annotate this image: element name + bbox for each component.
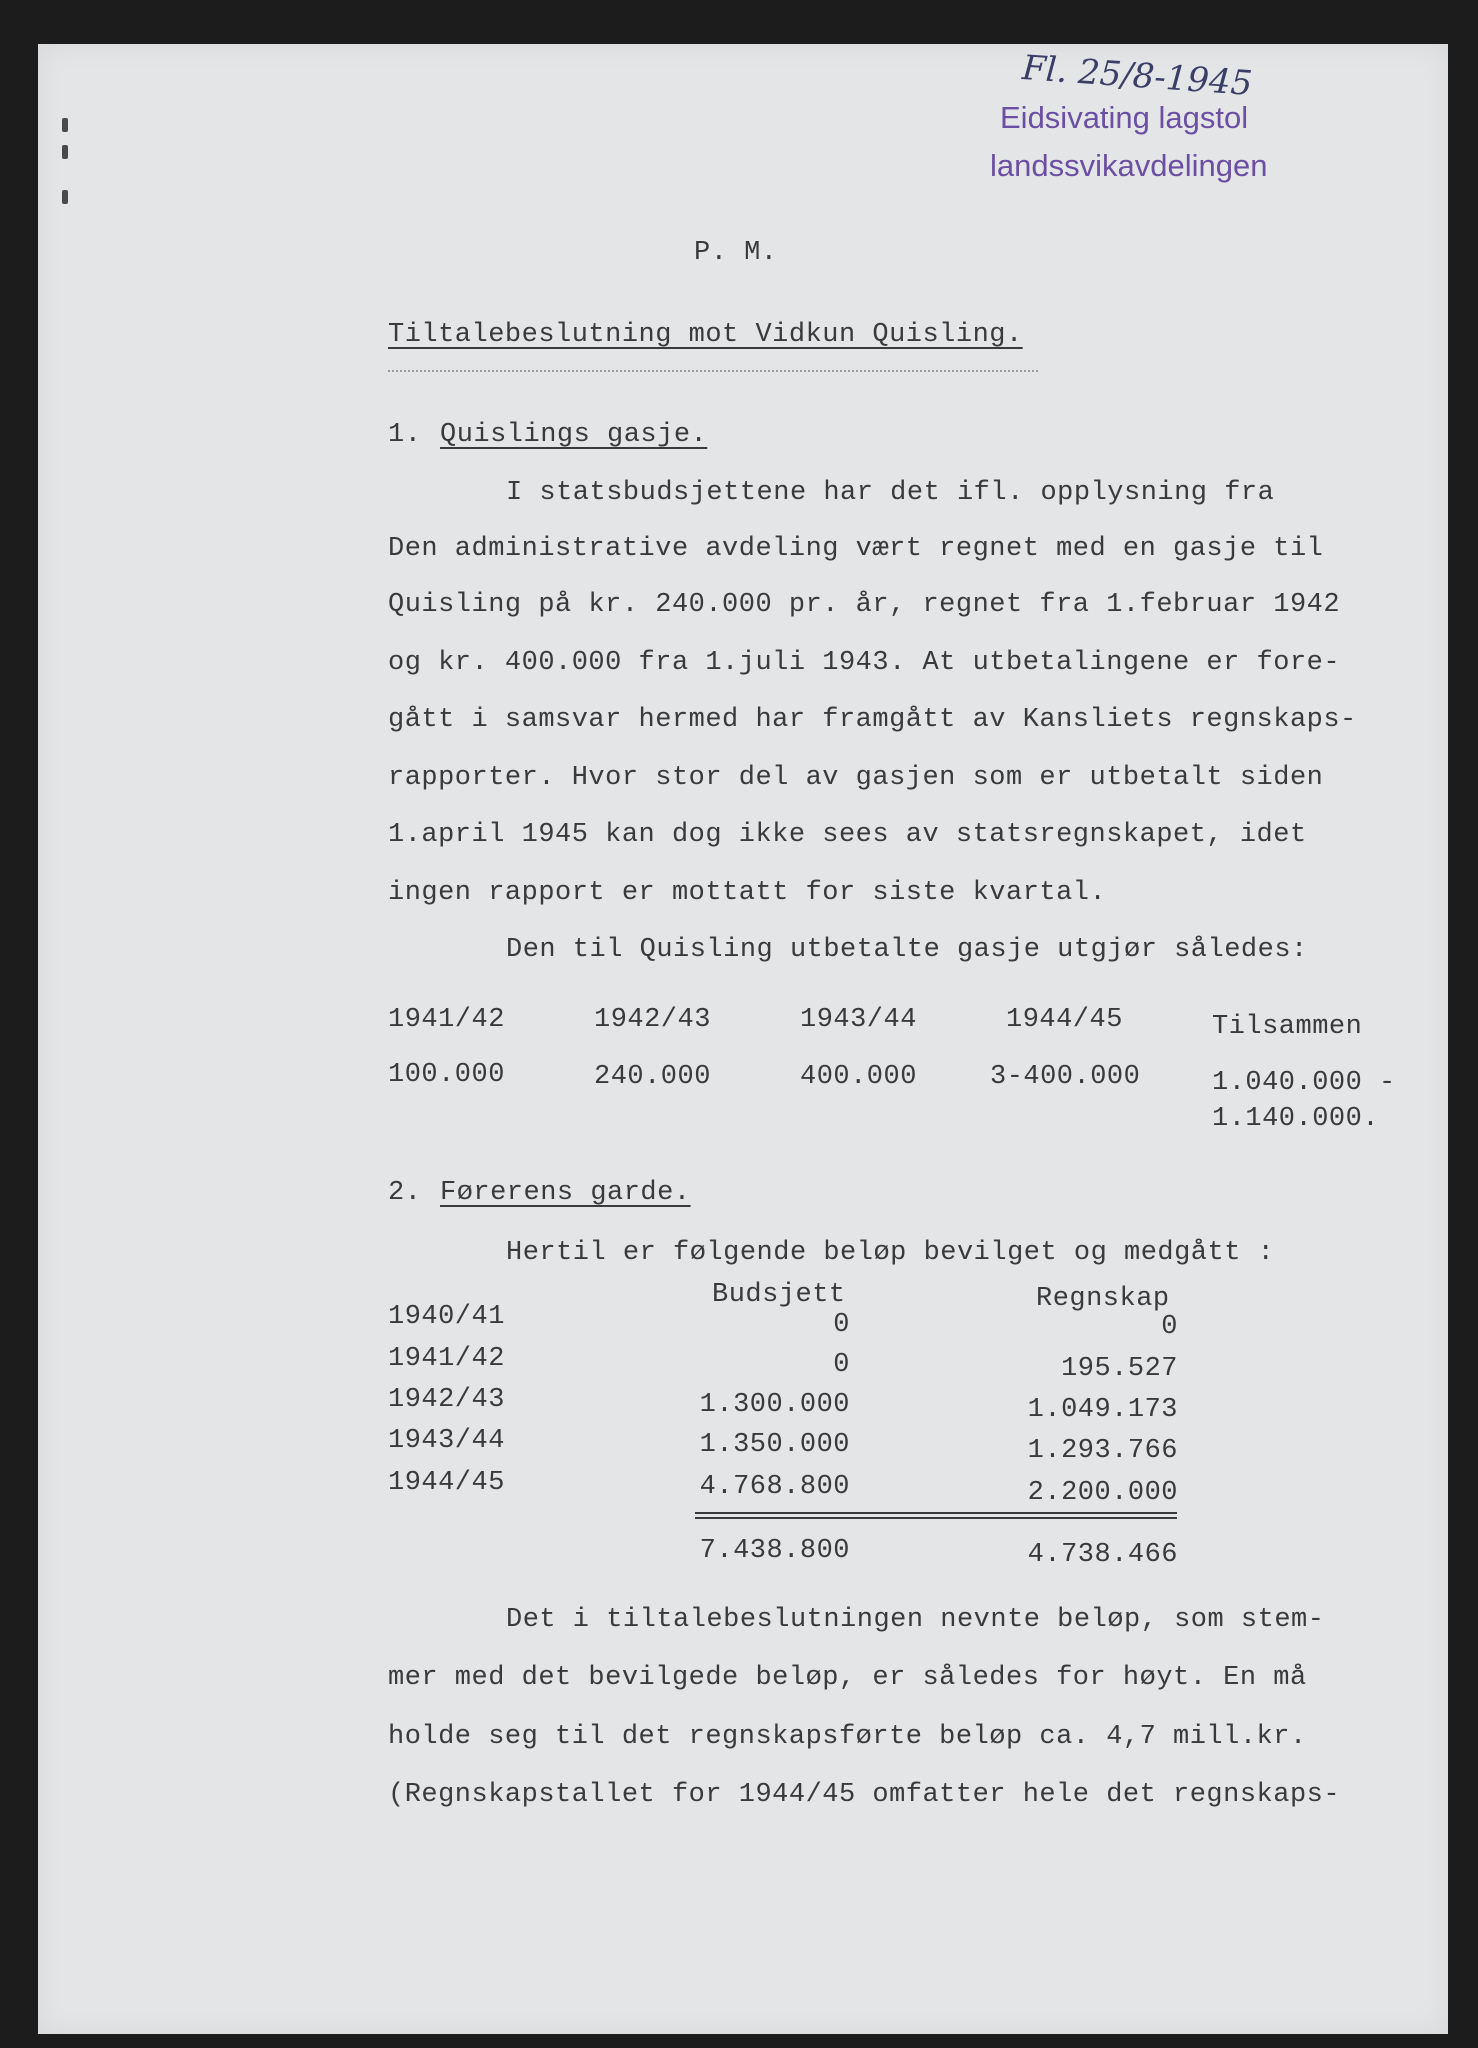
guard-row-budget: 0 xyxy=(833,1350,850,1380)
closing-line: holde seg til det regnskapsførte beløp ca. 4,7 mill.kr. xyxy=(388,1722,1307,1752)
salary-header-1941: 1941/42 xyxy=(388,1005,505,1035)
salary-value-1944: 3-400.000 xyxy=(990,1062,1141,1092)
archive-stamp-line-1: Eidsivating lagstol xyxy=(1000,100,1249,135)
guard-row-year: 1940/41 xyxy=(388,1302,505,1332)
guard-row-account: 1.293.766 xyxy=(1027,1436,1178,1466)
dotted-separator xyxy=(388,370,1038,372)
section1-line: I statsbudsjettene har det ifl. opplysning fra xyxy=(506,478,1275,508)
section1-line: ingen rapport er mottatt for siste kvartal. xyxy=(388,878,1107,908)
closing-line: mer med det bevilgede beløp, er således for høyt. En må xyxy=(388,1663,1307,1693)
guard-row-account: 195.527 xyxy=(1061,1354,1178,1384)
guard-row-year: 1941/42 xyxy=(388,1344,505,1374)
closing-line: Det i tiltalebeslutningen nevnte beløp, som stem- xyxy=(506,1605,1325,1635)
document-title: Tiltalebeslutning mot Vidkun Quisling. xyxy=(388,320,1023,350)
binder-hole xyxy=(62,118,68,132)
guard-total-account: 4.738.466 xyxy=(1027,1540,1178,1570)
guard-row-account: 1.049.173 xyxy=(1027,1395,1178,1425)
guard-row-budget: 4.768.800 xyxy=(699,1472,850,1502)
guard-header-account: Regnskap xyxy=(1036,1284,1170,1314)
section1-line: og kr. 400.000 fra 1.juli 1943. At utbetalingene er fore- xyxy=(388,648,1341,678)
guard-header-budget: Budsjett xyxy=(712,1280,846,1310)
salary-value-1943: 400.000 xyxy=(800,1062,917,1092)
salary-header-1944: 1944/45 xyxy=(1006,1005,1123,1035)
section2-number: 2. xyxy=(388,1178,422,1208)
salary-value-1942: 240.000 xyxy=(594,1062,711,1092)
handwritten-annotation: Fl. 25/8-1945 xyxy=(1020,48,1254,104)
section1-line: gått i samsvar hermed har framgått av Kansliets regnskaps- xyxy=(388,705,1357,735)
guard-row-account: 2.200.000 xyxy=(1027,1478,1178,1508)
guard-row-budget: 1.300.000 xyxy=(699,1390,850,1420)
section1-title: Quislings gasje. xyxy=(440,420,708,450)
guard-row-year: 1942/43 xyxy=(388,1385,505,1415)
closing-line: (Regnskapstallet for 1944/45 omfatter hele det regnskaps- xyxy=(388,1780,1341,1810)
binder-hole xyxy=(62,190,68,204)
guard-row-year: 1944/45 xyxy=(388,1468,505,1498)
archive-stamp-line-2: landssvikavdelingen xyxy=(990,148,1268,183)
section2-intro: Hertil er følgende beløp bevilget og medgått : xyxy=(506,1238,1275,1268)
salary-header-total: Tilsammen xyxy=(1212,1012,1363,1042)
section1-line: Quisling på kr. 240.000 pr. år, regnet fra 1.februar 1942 xyxy=(388,590,1341,620)
section1-line: rapporter. Hvor stor del av gasjen som er utbetalt siden xyxy=(388,763,1324,793)
section2-title: Førerens garde. xyxy=(440,1178,691,1208)
section1-line: Den administrative avdeling vært regnet med en gasje til xyxy=(388,534,1324,564)
salary-header-1942: 1942/43 xyxy=(594,1005,711,1035)
guard-row-account: 0 xyxy=(1161,1312,1178,1342)
guard-row-budget: 1.350.000 xyxy=(699,1430,850,1460)
salary-value-total-alt: 1.140.000. xyxy=(1212,1104,1380,1134)
salary-header-1943: 1943/44 xyxy=(800,1005,917,1035)
totals-rule xyxy=(695,1517,1177,1519)
totals-rule xyxy=(695,1512,1177,1514)
salary-value-1941: 100.000 xyxy=(388,1060,505,1090)
memo-heading: P. M. xyxy=(694,238,778,268)
guard-total-budget: 7.438.800 xyxy=(699,1536,850,1566)
section1-line: 1.april 1945 kan dog ikke sees av statsregnskapet, idet xyxy=(388,820,1307,850)
section1-intro: Den til Quisling utbetalte gasje utgjør således: xyxy=(506,935,1308,965)
guard-row-year: 1943/44 xyxy=(388,1426,505,1456)
guard-row-budget: 0 xyxy=(833,1310,850,1340)
section1-number: 1. xyxy=(388,420,422,450)
binder-hole xyxy=(62,145,68,159)
salary-value-total: 1.040.000 - xyxy=(1212,1068,1396,1098)
